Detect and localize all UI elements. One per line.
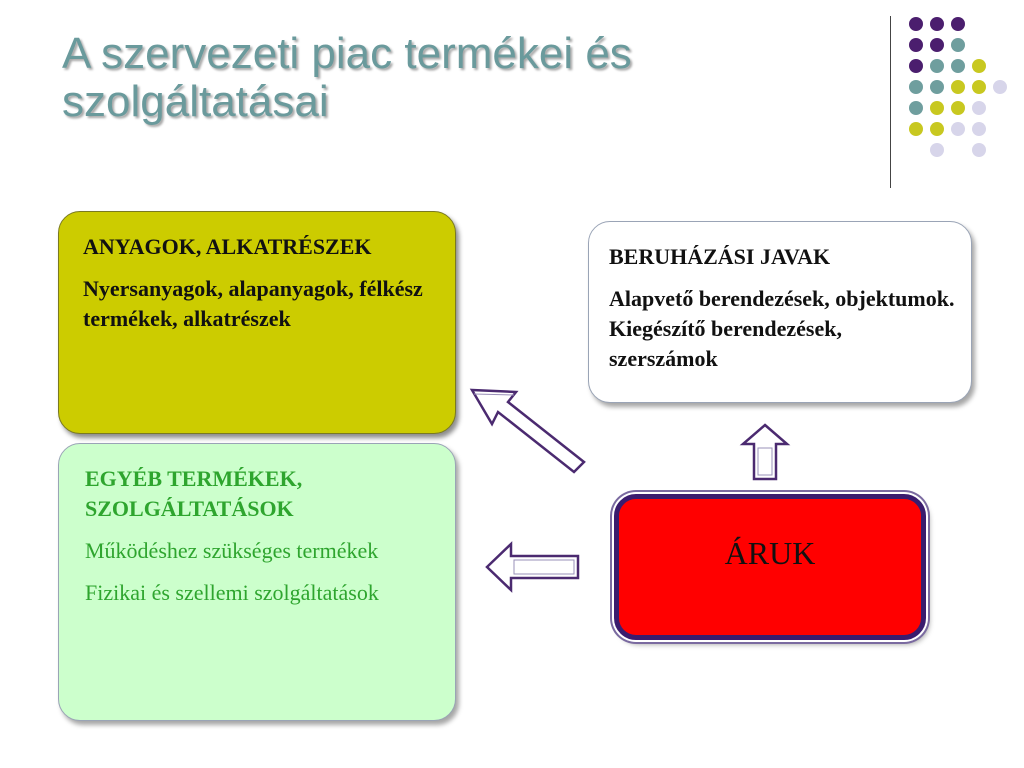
investment-heading: BERUHÁZÁSI JAVAK — [609, 244, 831, 269]
up-arrow-icon — [740, 422, 790, 482]
investment-goods-box — [588, 221, 972, 403]
decor-dot — [909, 80, 923, 94]
goods-box — [614, 494, 926, 640]
divider-line — [890, 16, 891, 188]
decor-dot — [930, 143, 944, 157]
other-line-operations: Működéshez szükséges termékek — [85, 538, 379, 563]
decor-dot — [909, 101, 923, 115]
other-line-services: Fizikai és szellemi szolgáltatások — [85, 580, 379, 605]
decor-dot — [951, 38, 965, 52]
decor-dot — [951, 122, 965, 136]
decor-dot — [993, 80, 1007, 94]
decor-dot — [972, 101, 986, 115]
slide-title: A szervezeti piac termékei és szolgáltatásai — [62, 29, 632, 126]
decor-dot — [930, 101, 944, 115]
materials-box — [58, 211, 456, 434]
decor-dot — [930, 80, 944, 94]
decor-dot — [909, 59, 923, 73]
decor-dot — [951, 17, 965, 31]
decor-dot — [972, 122, 986, 136]
other-heading: EGYÉB TERMÉKEK, SZOLGÁLTATÁSOK — [85, 466, 303, 521]
dot-grid-decoration — [908, 16, 1012, 166]
decor-dot — [909, 38, 923, 52]
decor-dot — [951, 80, 965, 94]
decor-dot — [951, 101, 965, 115]
left-arrow-icon — [484, 541, 582, 593]
decor-dot — [972, 80, 986, 94]
goods-label: ÁRUK — [724, 535, 816, 571]
diagonal-arrow-icon — [464, 382, 590, 478]
decor-dot — [909, 122, 923, 136]
decor-dot — [930, 122, 944, 136]
decor-dot — [972, 143, 986, 157]
decor-dot — [972, 59, 986, 73]
decor-dot — [909, 17, 923, 31]
decor-dot — [930, 17, 944, 31]
materials-body: Nyersanyagok, alapanyagok, félkész termékek, alkatrészek — [83, 276, 423, 331]
decor-dot — [930, 59, 944, 73]
materials-heading: ANYAGOK, ALKATRÉSZEK — [83, 234, 372, 259]
investment-body: Alapvető berendezések, objektumok. Kiegészítő berendezések, szerszámok — [609, 286, 955, 371]
decor-dot — [930, 38, 944, 52]
other-products-box — [58, 443, 456, 721]
decor-dot — [951, 59, 965, 73]
